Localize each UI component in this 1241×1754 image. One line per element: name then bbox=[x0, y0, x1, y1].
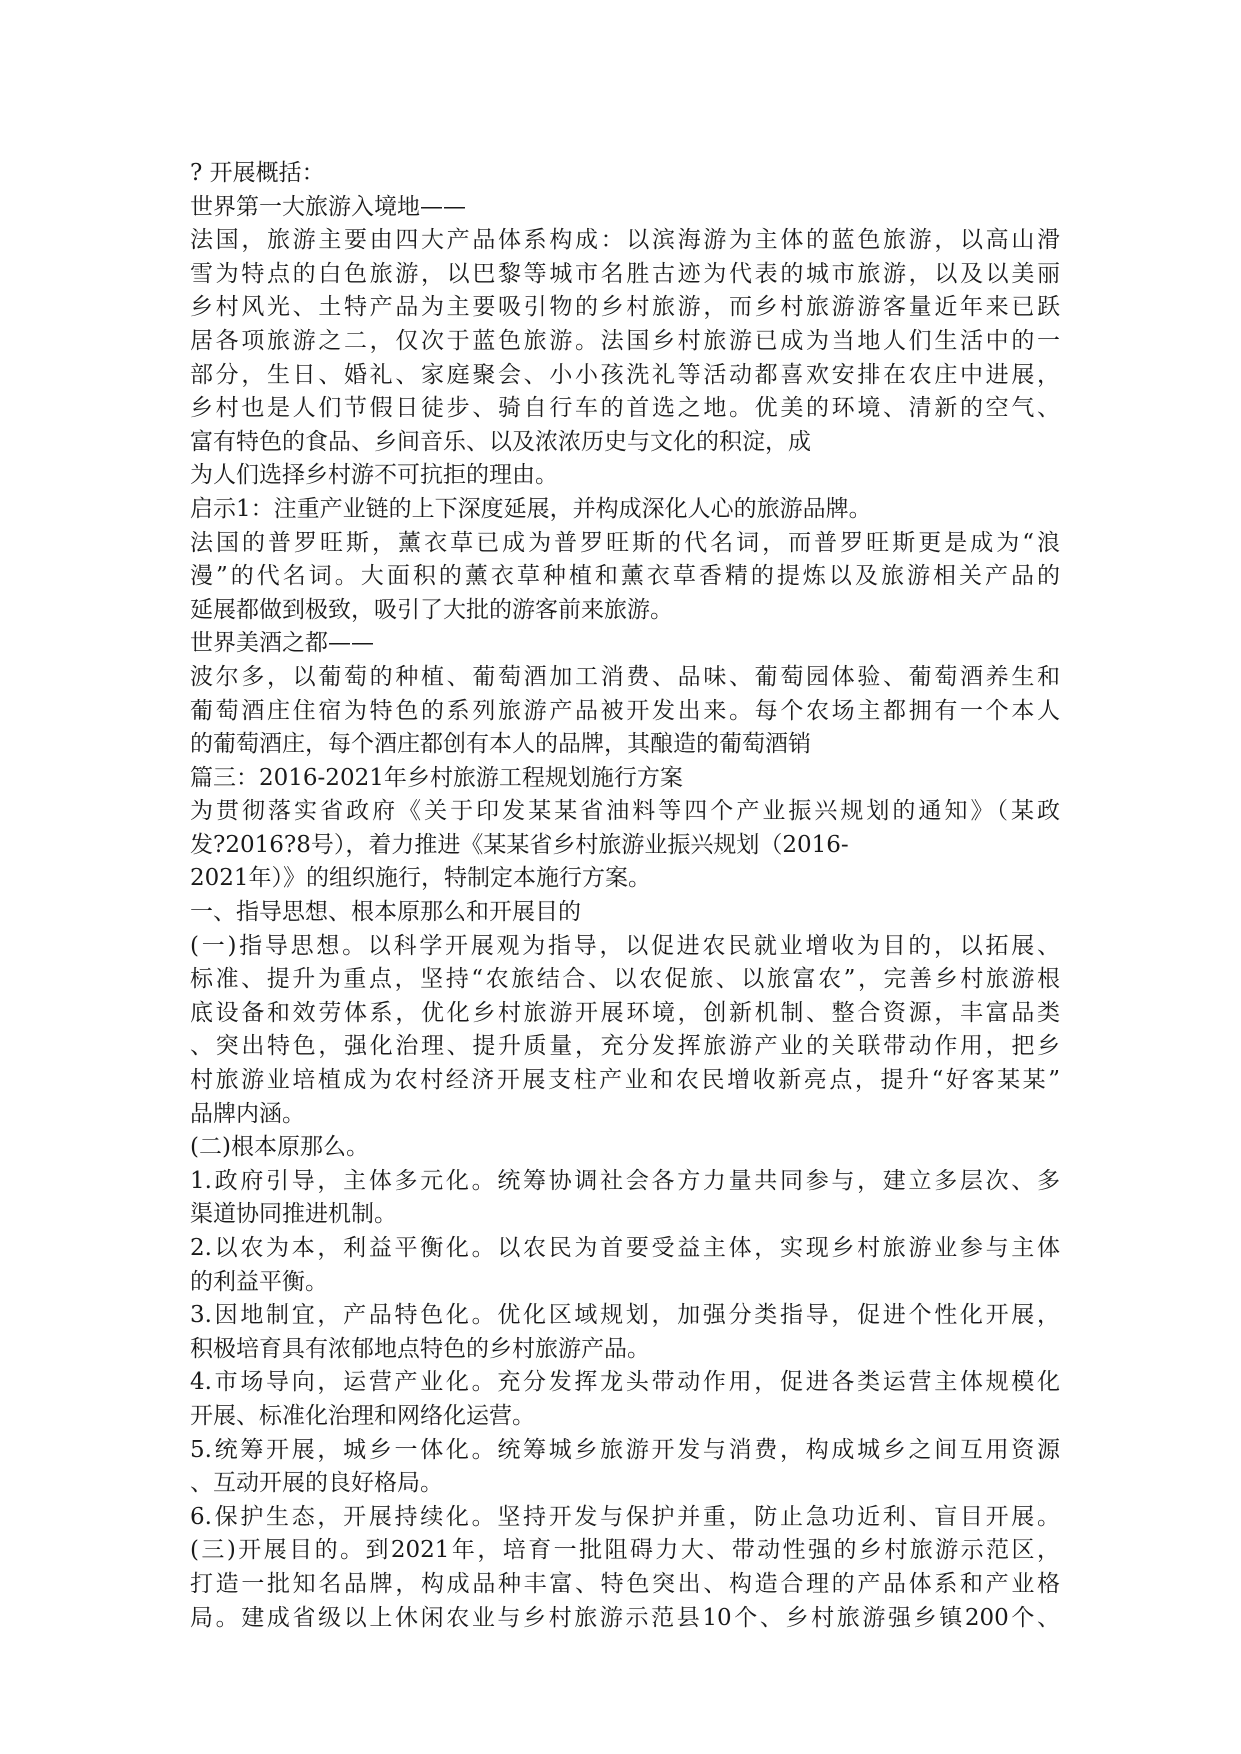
text-line: 积极培育具有浓郁地点特色的乡村旅游产品。 bbox=[190, 1335, 650, 1362]
text-line: 3.因地制宜，产品特色化。优化区域规划，加强分类指导，促进个性化开展， bbox=[190, 1302, 1060, 1329]
text-line: 世界第一大旅游入境地—— bbox=[190, 193, 466, 220]
text-line: 世界美酒之都—— bbox=[190, 630, 374, 657]
text-line: 法国的普罗旺斯，薰衣草已成为普罗旺斯的代名词，而普罗旺斯更是成为“浪 bbox=[190, 529, 1060, 556]
text-line: 为贯彻落实省政府《关于印发某某省油料等四个产业振兴规划的通知》（某政 bbox=[190, 798, 1060, 825]
text-line: 2.以农为本，利益平衡化。以农民为首要受益主体，实现乡村旅游业参与主体 bbox=[190, 1235, 1060, 1261]
text-line: 品牌内涵。 bbox=[190, 1100, 305, 1127]
text-line: 1.政府引导，主体多元化。统筹协调社会各方力量共同参与，建立多层次、多 bbox=[190, 1167, 1060, 1194]
text-line: 打造一批知名品牌，构成品种丰富、特色突出、构造合理的产品体系和产业格 bbox=[190, 1570, 1060, 1597]
text-line: 乡村风光、土特产品为主要吸引物的乡村旅游，而乡村旅游游客量近年来已跃 bbox=[190, 294, 1060, 321]
text-line: 篇三：2016-2021年乡村旅游工程规划施行方案 bbox=[190, 764, 683, 791]
text-line: 渠道协同推进机制。 bbox=[190, 1201, 397, 1228]
text-line: 葡萄酒庄住宿为特色的系列旅游产品被开发出来。每个农场主都拥有一个本人 bbox=[190, 697, 1060, 724]
document-body bbox=[190, 157, 1060, 1635]
text-line: 一、指导思想、根本原那么和开展目的 bbox=[190, 899, 581, 926]
text-line: 的利益平衡。 bbox=[190, 1268, 328, 1295]
text-line: 漫”的代名词。大面积的薰衣草种植和薰衣草香精的提炼以及旅游相关产品的 bbox=[190, 563, 1060, 590]
text-line: 延展都做到极致，吸引了大批的游客前来旅游。 bbox=[190, 596, 673, 623]
text-line: 、突出特色，强化治理、提升质量，充分发挥旅游产业的关联带动作用，把乡 bbox=[190, 1033, 1060, 1060]
text-line: 法国，旅游主要由四大产品体系构成：以滨海游为主体的蓝色旅游，以高山滑 bbox=[190, 227, 1060, 254]
text-line: 启示1：注重产业链的上下深度延展，并构成深化人心的旅游品牌。 bbox=[190, 495, 872, 522]
text-line: 富有特色的食品、乡间音乐、以及浓浓历史与文化的积淀，成 bbox=[190, 428, 811, 455]
text-line: 、互动开展的良好格局。 bbox=[190, 1470, 443, 1497]
text-line: 为人们选择乡村游不可抗拒的理由。 bbox=[190, 462, 558, 489]
text-line: 局。建成省级以上休闲农业与乡村旅游示范县10个、乡村旅游强乡镇200个、 bbox=[190, 1604, 1060, 1631]
text-line: 底设备和效劳体系，优化乡村旅游开展环境，创新机制、整合资源，丰富品类 bbox=[190, 999, 1060, 1026]
text-line: 乡村也是人们节假日徒步、骑自行车的首选之地。优美的环境、清新的空气、 bbox=[190, 395, 1060, 422]
text-line: ? 开展概括： bbox=[190, 160, 325, 186]
text-line: 标准、提升为重点，坚持“农旅结合、以农促旅、以旅富农”，完善乡村旅游根 bbox=[190, 966, 1060, 993]
text-line: 开展、标准化治理和网络化运营。 bbox=[190, 1402, 535, 1429]
text-line: 发?2016?8号），着力推进《某某省乡村旅游业振兴规划（2016- bbox=[190, 831, 849, 858]
text-line: (二)根本原那么。 bbox=[190, 1134, 369, 1161]
text-line: 波尔多，以葡萄的种植、葡萄酒加工消费、品味、葡萄园体验、葡萄酒养生和 bbox=[190, 663, 1060, 690]
text-line: (三)开展目的。到2021年，培育一批阻碍力大、带动性强的乡村旅游示范区， bbox=[190, 1537, 1060, 1564]
text-line: 部分，生日、婚礼、家庭聚会、小小孩洗礼等活动都喜欢安排在农庄中进展， bbox=[190, 361, 1060, 388]
text-line: 4.市场导向，运营产业化。充分发挥龙头带动作用，促进各类运营主体规模化 bbox=[190, 1369, 1060, 1396]
text-line: 6.保护生态，开展持续化。坚持开发与保护并重，防止急功近利、盲目开展。 bbox=[190, 1503, 1060, 1530]
text-line: 居各项旅游之二，仅次于蓝色旅游。法国乡村旅游已成为当地人们生活中的一 bbox=[190, 327, 1060, 354]
text-line: 村旅游业培植成为农村经济开展支柱产业和农民增收新亮点，提升“好客某某” bbox=[190, 1067, 1060, 1094]
text-line: 2021年）》的组织施行，特制定本施行方案。 bbox=[190, 865, 652, 892]
text-line: 5.统筹开展，城乡一体化。统筹城乡旅游开发与消费，构成城乡之间互用资源 bbox=[190, 1436, 1060, 1463]
text-line: 雪为特点的白色旅游，以巴黎等城市名胜古迹为代表的城市旅游，以及以美丽 bbox=[190, 260, 1060, 287]
text-line: 的葡萄酒庄，每个酒庄都创有本人的品牌，其酿造的葡萄酒销 bbox=[190, 731, 811, 758]
text-line: (一)指导思想。以科学开展观为指导，以促进农民就业增收为目的，以拓展、 bbox=[190, 932, 1060, 959]
